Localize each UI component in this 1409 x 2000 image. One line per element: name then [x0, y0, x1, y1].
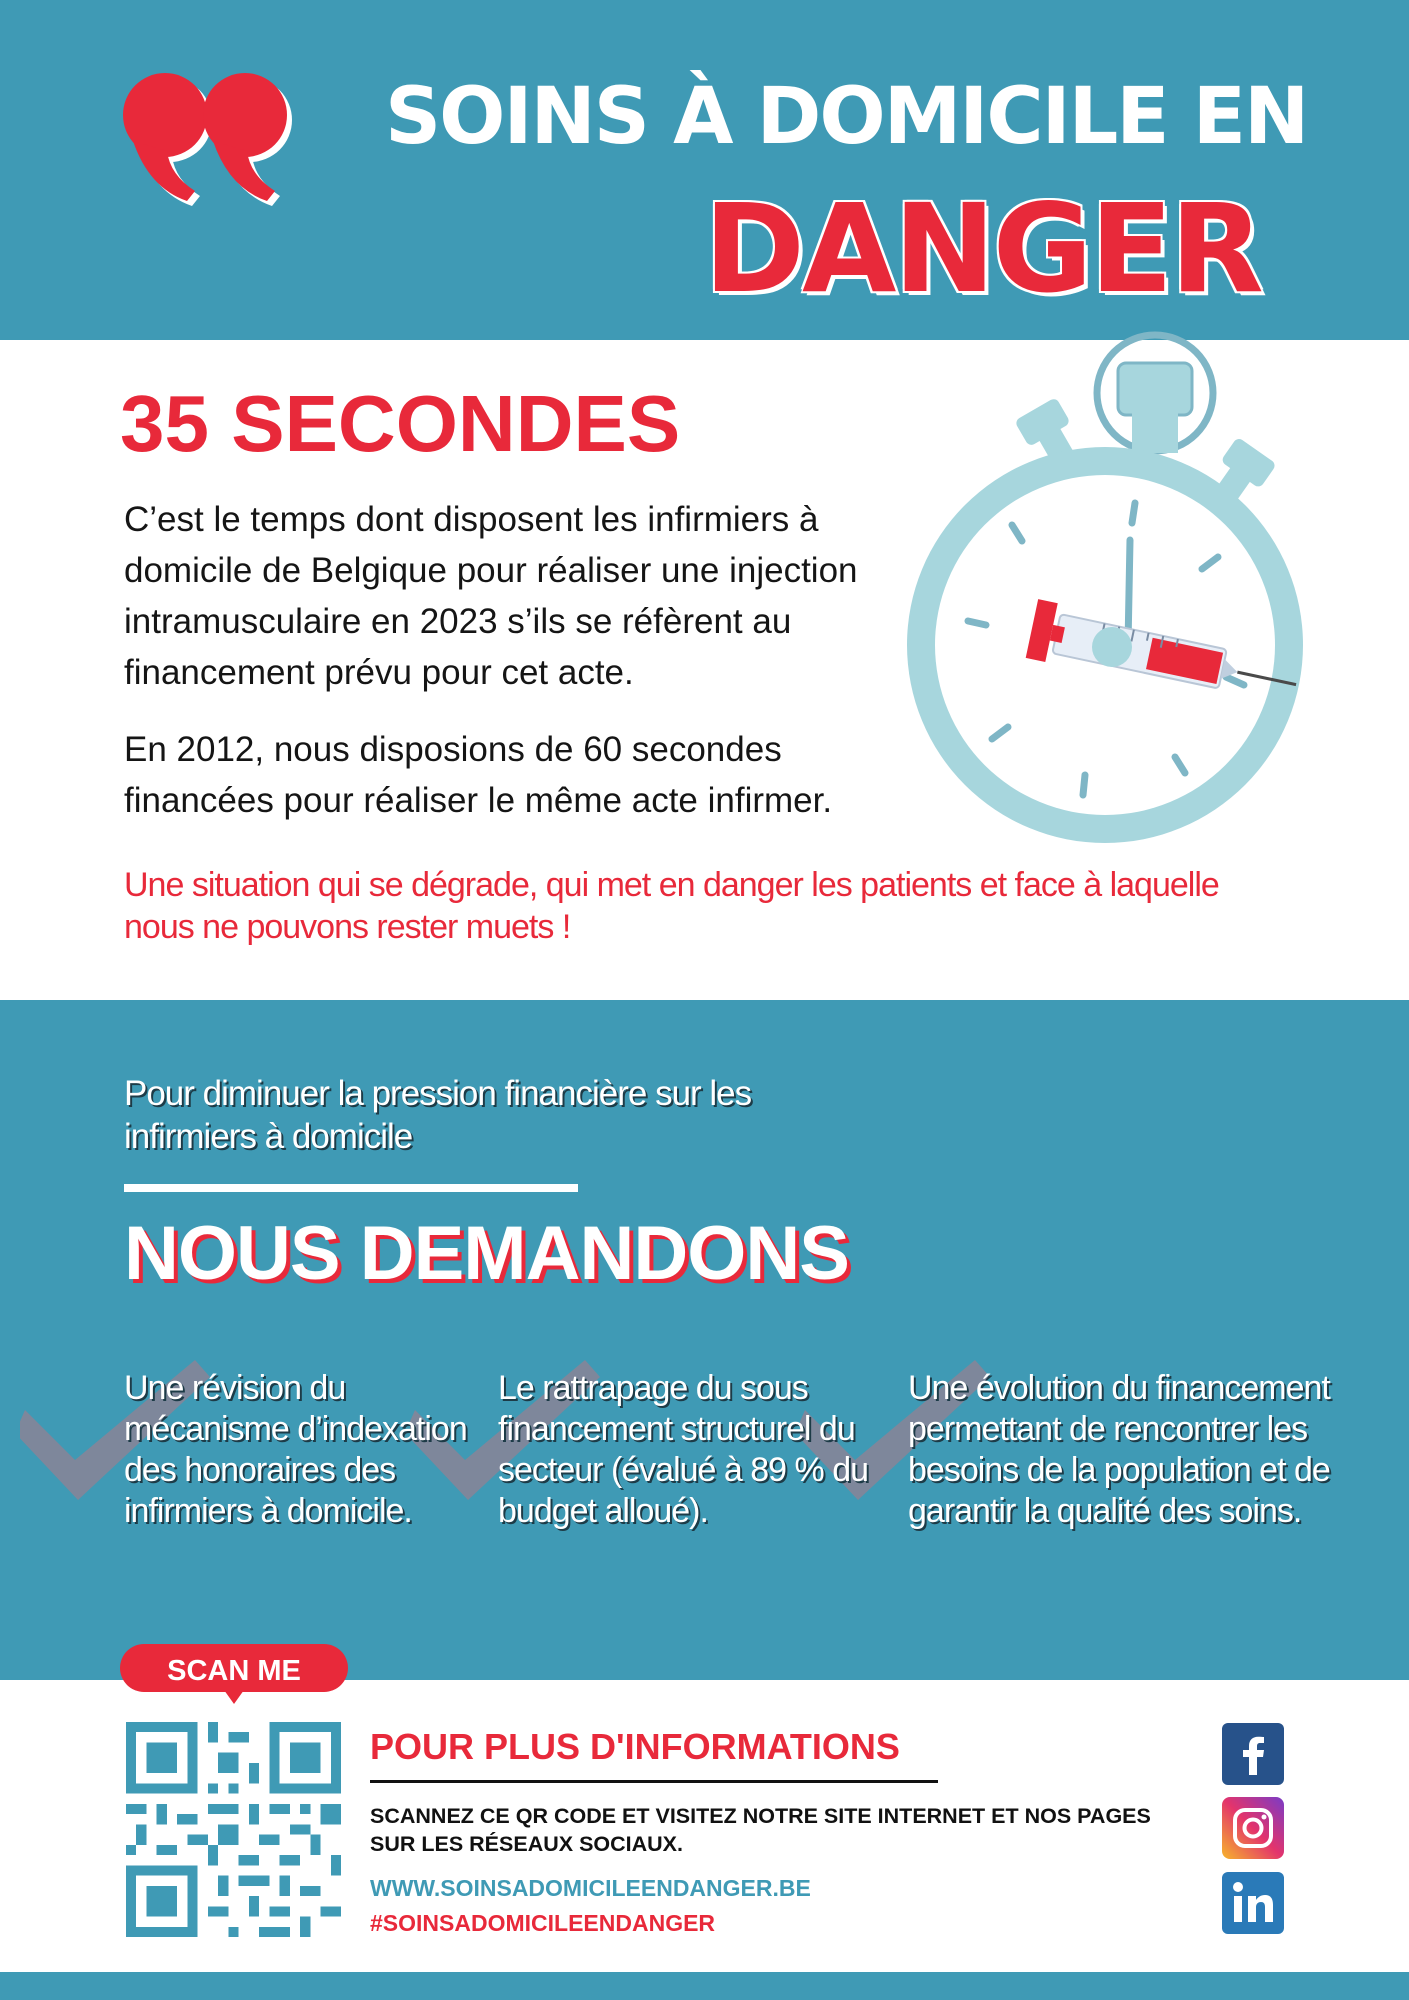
- bottom-bar: [0, 1972, 1409, 2000]
- title-danger: DANGER: [703, 178, 1261, 320]
- website-link[interactable]: WWW.SOINSADOMICILEENDANGER.BE: [370, 1875, 811, 1901]
- demands-intro: Pour diminuer la pression financière sur les infirmiers à domicile: [124, 1074, 752, 1156]
- stat-paragraph-2: En 2012, nous disposions de 60 secondes financées pour réaliser le même acte infirmer.: [124, 730, 833, 820]
- qr-code[interactable]: [126, 1722, 341, 1937]
- alert-text: Une situation qui se dégrade, qui met en danger les patients et face à laquelle nous ne pouvons rester muets !: [124, 866, 1219, 946]
- info-title: POUR PLUS D'INFORMATIONS: [370, 1726, 900, 1767]
- title-line-1: SOINS À DOMICILE EN: [385, 72, 1308, 162]
- divider: [124, 1184, 578, 1192]
- facebook-icon[interactable]: [1222, 1723, 1284, 1785]
- info-text: SCANNEZ CE QR CODE ET VISITEZ NOTRE SITE INTERNET ET NOS PAGES SUR LES RÉSEAUX SOCIAUX.: [370, 1804, 1151, 1856]
- stat-paragraph-1: C’est le temps dont disposent les infirmiers à domicile de Belgique pour réaliser une injection intramusculaire en 2023 s’ils se réfèrent au financement prévu pour cet acte.: [124, 500, 858, 692]
- stopwatch-syringe-icon: [900, 325, 1310, 845]
- demands-title: NOUS DEMANDONS: [124, 1211, 849, 1296]
- demand-item-1: Une révision du mécanisme d’indexation des honoraires des infirmiers à domicile.: [124, 1369, 467, 1530]
- scan-me-label: SCAN ME: [167, 1655, 301, 1687]
- demand-item-3: Une évolution du financement permettant de rencontrer les besoins de la population et de garantir la qualité des soins.: [908, 1369, 1330, 1530]
- hashtag: #SOINSADOMICILEENDANGER: [370, 1910, 716, 1936]
- instagram-icon[interactable]: [1222, 1797, 1284, 1859]
- demand-item-2: Le rattrapage du sous financement structurel du secteur (évalué à 89 % du budget alloué).: [498, 1369, 869, 1530]
- quote-marks-icon: [120, 68, 300, 218]
- info-underline: [370, 1780, 938, 1783]
- stat-title: 35 SECONDES: [120, 379, 681, 468]
- linkedin-icon[interactable]: [1222, 1872, 1284, 1934]
